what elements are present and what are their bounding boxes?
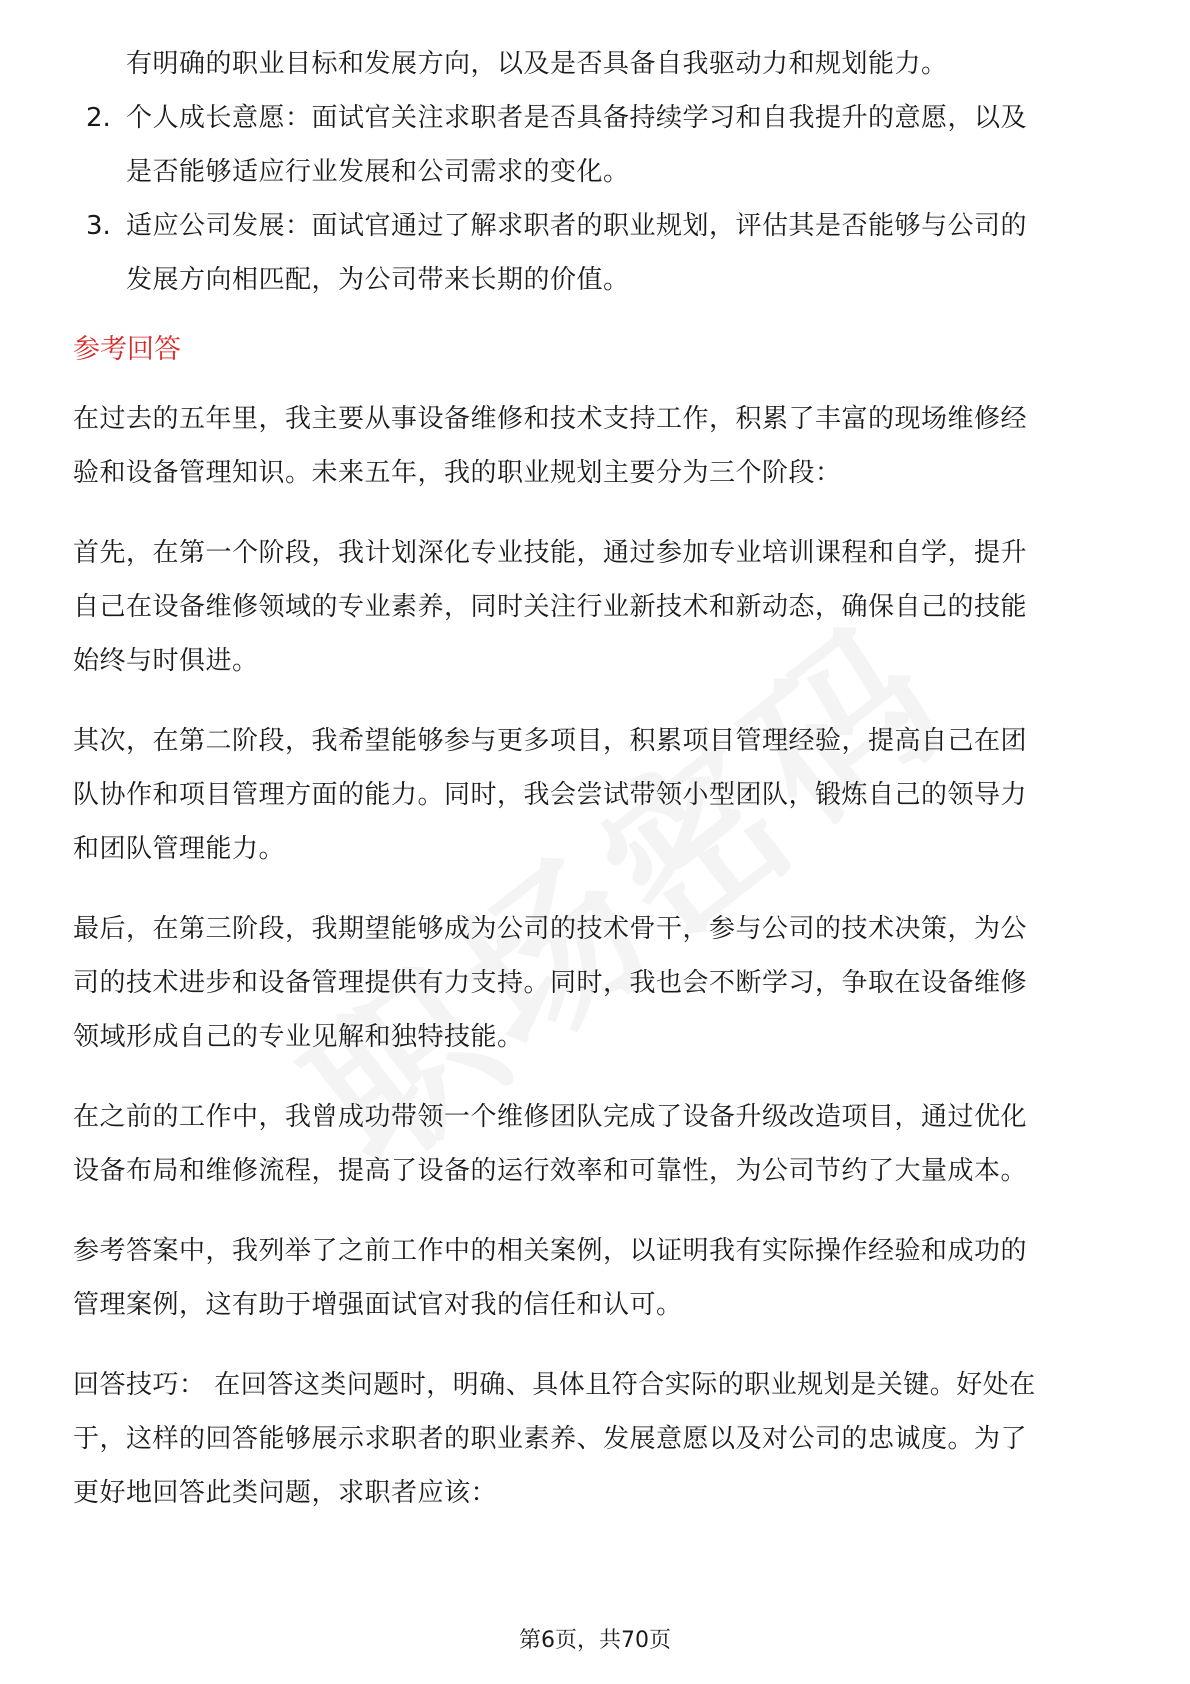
paragraph-line: 管理案例，这有助于增强面试官对我的信任和认可。: [73, 1290, 683, 1320]
paragraph-line: 在过去的五年里，我主要从事设备维修和技术支持工作，积累了丰富的现场维修经: [73, 404, 1028, 434]
paragraph-line: 领域形成自己的专业见解和独特技能。: [73, 1022, 524, 1052]
paragraph-line: 首先，在第一个阶段，我计划深化专业技能，通过参加专业培训课程和自学，提升: [73, 538, 1028, 568]
page-footer: 第6页，共70页: [519, 1628, 671, 1653]
list-item-line: 个人成长意愿：面试官关注求职者是否具备持续学习和自我提升的意愿，以及: [126, 103, 1028, 133]
paragraph-line: 更好地回答此类问题，求职者应该：: [73, 1478, 498, 1508]
paragraph-line: 验和设备管理知识。未来五年，我的职业规划主要分为三个阶段：: [73, 458, 842, 488]
paragraph-line: 和团队管理能力。: [73, 834, 286, 864]
list-item-line: 适应公司发展：面试官通过了解求职者的职业规划，评估其是否能够与公司的: [126, 211, 1028, 241]
paragraph-line: 自己在设备维修领域的专业素养，同时关注行业新技术和新动态，确保自己的技能: [73, 592, 1028, 622]
section-heading: 参考回答: [73, 334, 181, 365]
list-number: 3.: [86, 211, 111, 241]
paragraph-line: 最后，在第三阶段，我期望能够成为公司的技术骨干，参与公司的技术决策，为公: [73, 914, 1028, 944]
paragraph-line: 始终与时俱进。: [73, 646, 259, 676]
paragraph-line: 回答技巧： 在回答这类问题时，明确、具体且符合实际的职业规划是关键。好处在: [73, 1370, 1036, 1400]
paragraph-line: 设备布局和维修流程，提高了设备的运行效率和可靠性，为公司节约了大量成本。: [73, 1156, 1028, 1186]
paragraph-line: 于，这样的回答能够展示求职者的职业素养、发展意愿以及对公司的忠诚度。为了: [73, 1424, 1028, 1454]
paragraph-line: 在之前的工作中，我曾成功带领一个维修团队完成了设备升级改造项目，通过优化: [73, 1102, 1028, 1132]
paragraph-line: 队协作和项目管理方面的能力。同时，我会尝试带领小型团队，锻炼自己的领导力: [73, 780, 1028, 810]
list-continuation-line: 有明确的职业目标和发展方向，以及是否具备自我驱动力和规划能力。: [126, 49, 948, 79]
paragraph-line: 参考答案中，我列举了之前工作中的相关案例，以证明我有实际操作经验和成功的: [73, 1236, 1028, 1266]
paragraph-line: 司的技术进步和设备管理提供有力支持。同时，我也会不断学习，争取在设备维修: [73, 968, 1028, 998]
list-item-line: 是否能够适应行业发展和公司需求的变化。: [126, 157, 630, 187]
list-number: 2.: [86, 103, 111, 133]
paragraph-line: 其次，在第二阶段，我希望能够参与更多项目，积累项目管理经验，提高自己在团: [73, 726, 1028, 756]
list-item-line: 发展方向相匹配，为公司带来长期的价值。: [126, 265, 630, 295]
